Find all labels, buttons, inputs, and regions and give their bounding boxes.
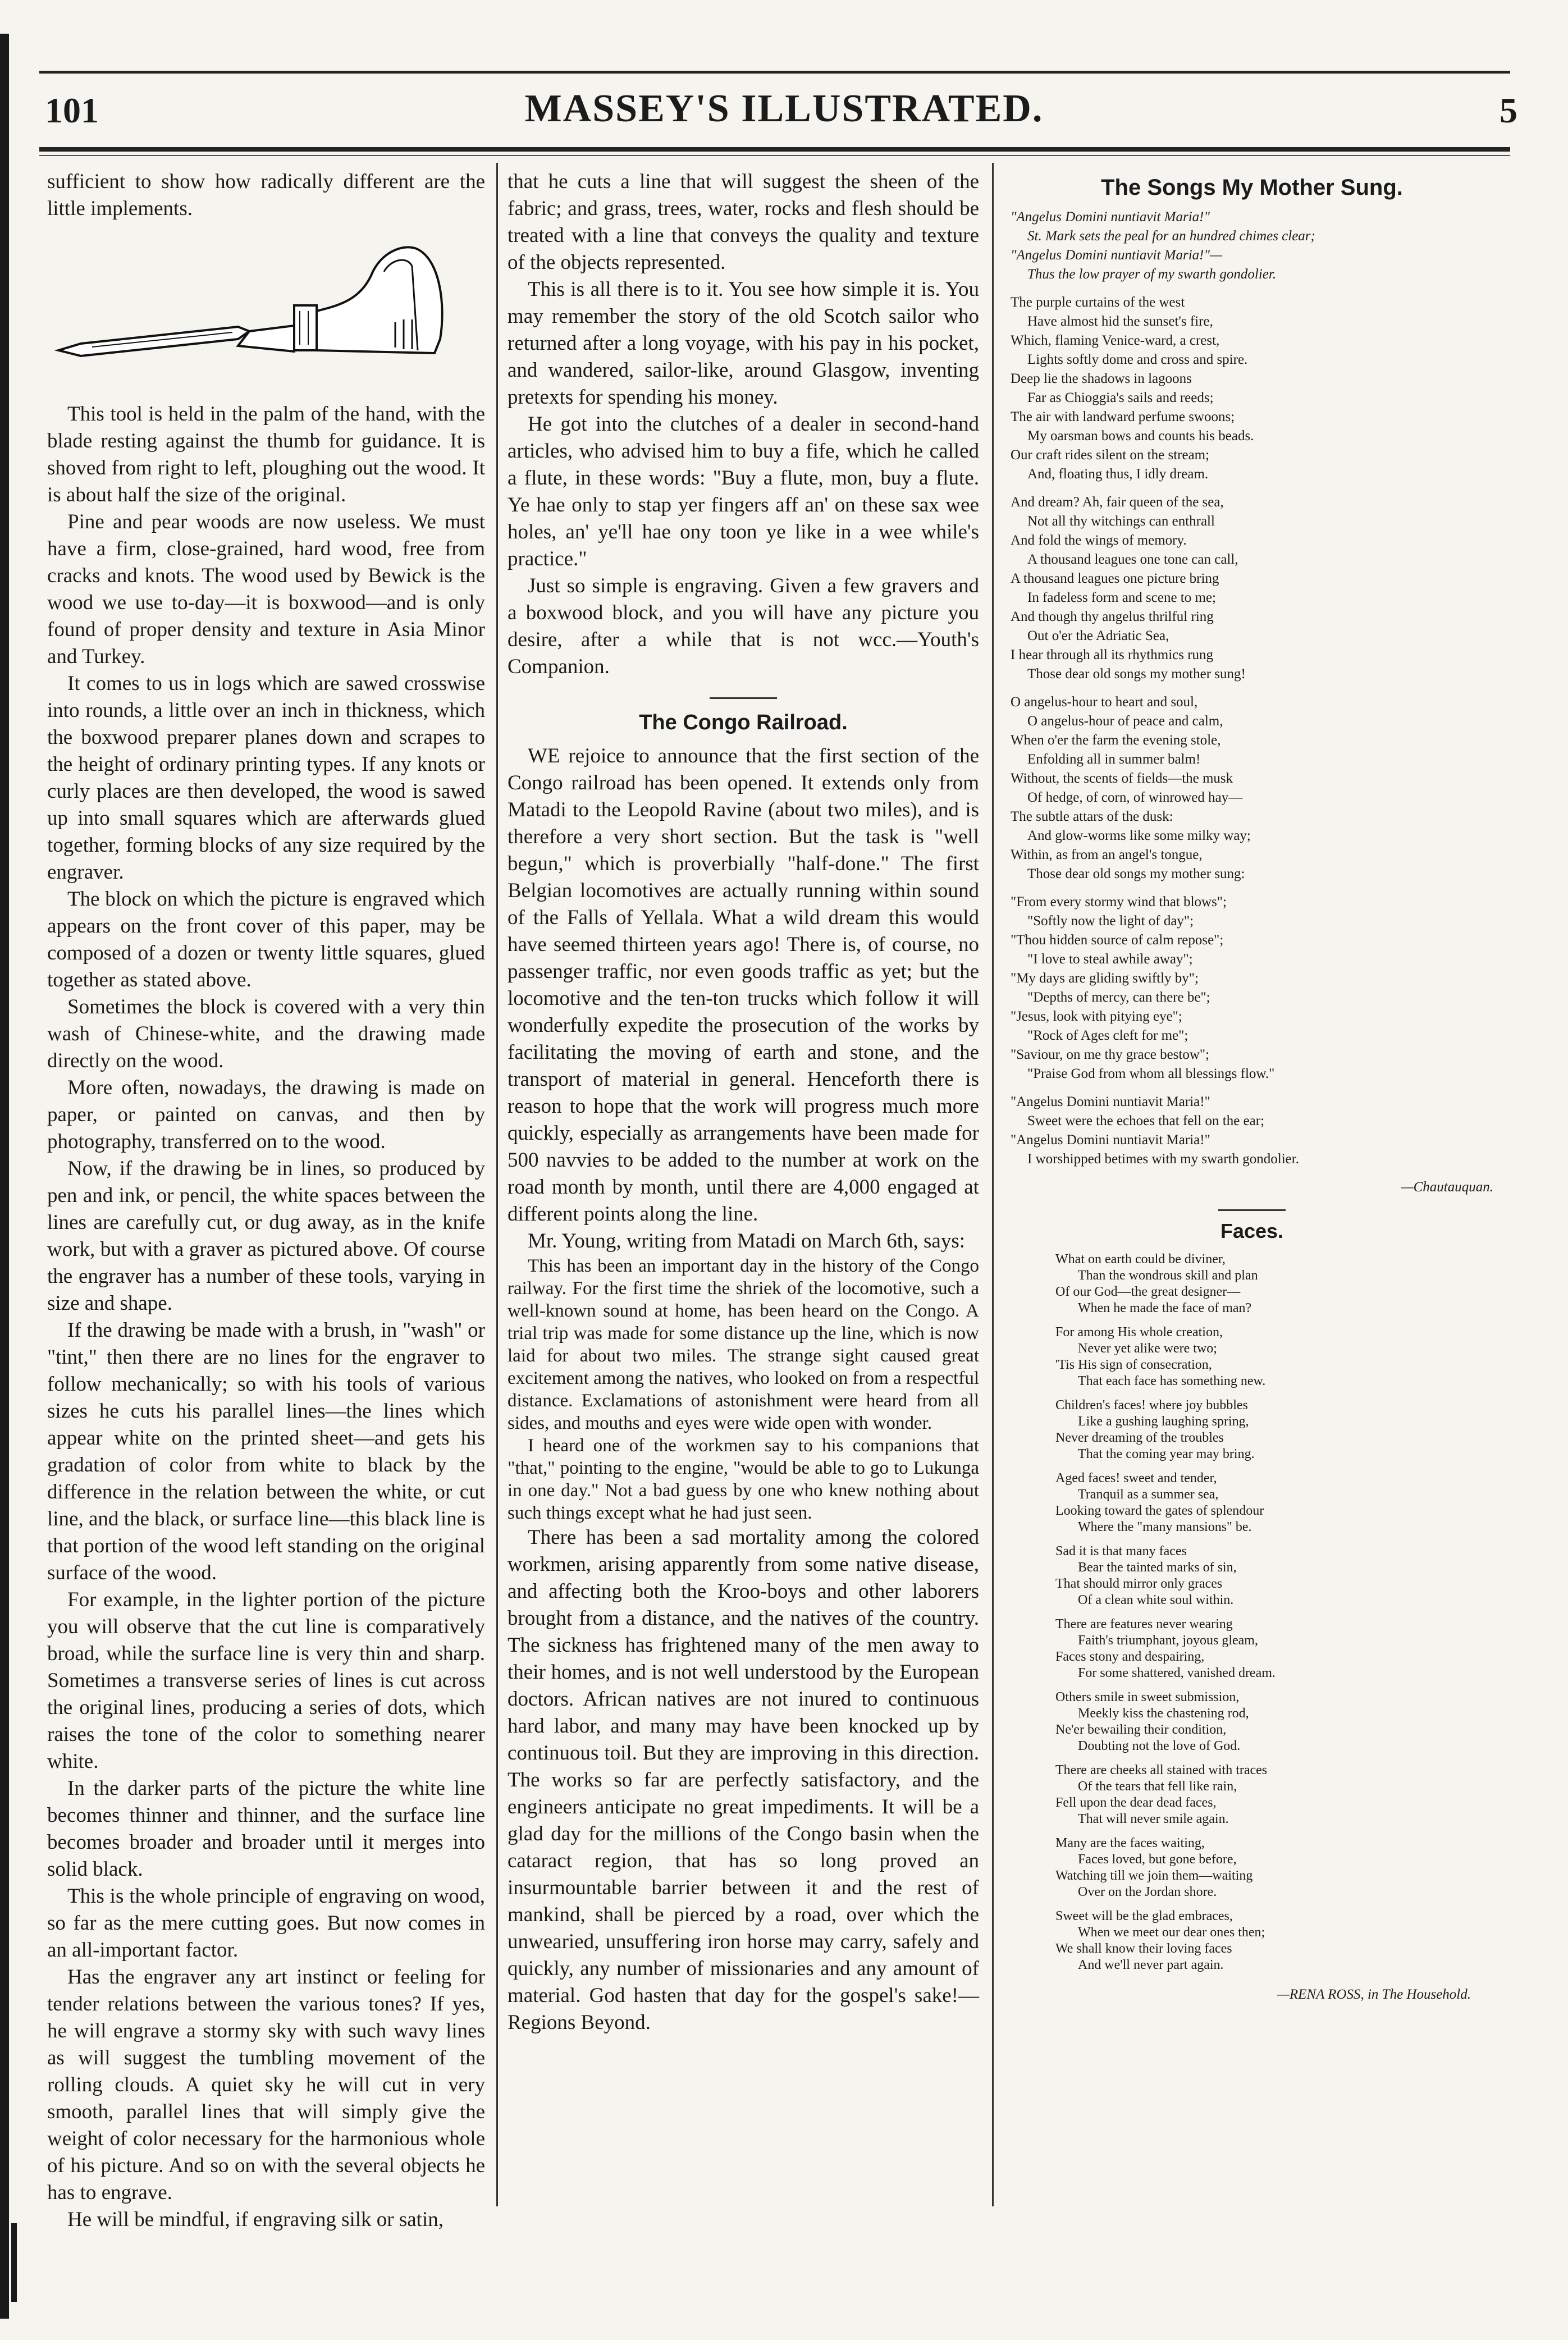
poem-line: And dream? Ah, fair queen of the sea,	[1011, 495, 1224, 510]
paragraph: He got into the clutches of a dealer in second-hand articles, who advised him to buy a fife, which he called a flute, in these words: "Buy a flute, mon, buy a flute. Ye hae only to stap yer fingers aff an' on these sax wee holes, an' ye'll hae ony toon ye like in a wee while's practice."	[508, 413, 979, 570]
songs-poem-title: The Songs My Mother Sung.	[1101, 175, 1403, 200]
poem-line: Those dear old songs my mother sung:	[1027, 866, 1245, 881]
poem-line: Of our God—the great designer—	[1055, 1285, 1241, 1299]
poem-line: Looking toward the gates of splendour	[1055, 1503, 1264, 1518]
poem-line: "Depths of mercy, can there be";	[1027, 990, 1210, 1005]
column-divider-2	[992, 163, 994, 2206]
poem-line: Children's faces! where joy bubbles	[1055, 1398, 1248, 1413]
poem-line: Sad it is that many faces	[1055, 1544, 1187, 1559]
header-rule-thin	[39, 155, 1510, 156]
poem-line: Bear the tainted marks of sin,	[1078, 1560, 1237, 1575]
poem-line: Not all thy witchings can enthrall	[1027, 514, 1215, 529]
poem-line: And glow-worms like some milky way;	[1027, 828, 1251, 843]
poem-line: There are features never wearing	[1055, 1617, 1233, 1631]
paragraph: It comes to us in logs which are sawed crosswise into rounds, a little over an inch in thickness, which the boxwood preparer planes down and scrapes to the height of ordinary printing types. If any knots or curly places are then developed, the wood is sawed up into small squares which are afterwards glued together, forming blocks of any size required by the engraver.	[47, 672, 485, 884]
songs-poem	[1011, 208, 1493, 1197]
poem-line: Never yet alike were two;	[1078, 1341, 1217, 1356]
poem-line: The subtle attars of the dusk:	[1011, 809, 1173, 824]
faces-poem-title: Faces.	[1220, 1219, 1284, 1242]
poem-line: In fadeless form and scene to me;	[1027, 590, 1216, 605]
poem-line: O angelus-hour to heart and soul,	[1011, 694, 1198, 710]
poem-line: A thousand leagues one picture bring	[1011, 571, 1219, 586]
paragraph: There has been a sad mortality among the colored workmen, arising apparently from some native disease, and affecting both the Kroo-boys and other laborers brought from a distance, and the natives of the country. The sickness has frightened many of the men away to their homes, and is not well understood by the European doctors. African natives are not inured to continuous hard labor, and many may have been knocked up by continuous toil. But they are improving in this direction. The works so far are perfectly satisfactory, and the engineers anticipate no great impediments. It will be a glad day for the millions of the Congo basin when the cataract region, that has so long proved an insurmountable barrier between it and the rest of mankind, shall be pierced by a road, over which the unwearied, unsuffering iron horse may carry, safely and quickly, any number of missionaries and any amount of material. God hasten that day for the gospel's sake!—Regions Beyond.	[508, 1526, 979, 2034]
poem-line: Than the wondrous skill and plan	[1078, 1268, 1258, 1283]
faces-poem	[1011, 1251, 1493, 1973]
poem-line: And, floating thus, I idly dream.	[1027, 467, 1209, 482]
binding-edge	[0, 34, 9, 2319]
poem-line: Doubting not the love of God.	[1078, 1739, 1241, 1753]
poem-line: Sweet were the echoes that fell on the ear;	[1027, 1113, 1265, 1128]
poem-line: For among His whole creation,	[1055, 1325, 1223, 1340]
poem-line: Like a gushing laughing spring,	[1078, 1414, 1249, 1429]
paragraph: He will be mindful, if engraving silk or satin,	[67, 2208, 444, 2231]
poem-line: Which, flaming Venice-ward, a crest,	[1011, 333, 1220, 348]
poem-line: Never dreaming of the troubles	[1055, 1430, 1224, 1445]
faces-attribution: —RENA ROSS, in The Household.	[1277, 1987, 1471, 2002]
poem-stanza	[1055, 1689, 1493, 1754]
poem-line: Others smile in sweet submission,	[1055, 1690, 1240, 1704]
poem-line: The purple curtains of the west	[1011, 295, 1185, 310]
poem-line: A thousand leagues one tone can call,	[1027, 552, 1238, 567]
paragraph: Pine and pear woods are now useless. We must have a firm, close-grained, hard wood, free from cracks and knots. The wood used by Bewick is the wood we use to-day—it is boxwood—and is only found of proper density and texture in Asia Minor and Turkey.	[47, 510, 485, 668]
poem-line: Many are the faces waiting,	[1055, 1836, 1205, 1850]
poem-line: Of hedge, of corn, of winrowed hay—	[1027, 790, 1243, 805]
poem-stanza	[1055, 1470, 1493, 1535]
section-divider	[1218, 1209, 1286, 1211]
quoted-paragraph: I heard one of the workmen say to his companions that "that," pointing to the engine, "would be able to go to Lukunga in one day." Not a bad guess by one who knew nothing about such things except what he had just seen.	[508, 1436, 979, 1523]
poem-stanza	[1055, 1397, 1493, 1462]
poem-line: Meekly kiss the chastening rod,	[1078, 1706, 1249, 1721]
poem-line: We shall know their loving faces	[1055, 1941, 1232, 1956]
paragraph: sufficient to show how radically different are the little implements.	[47, 170, 485, 220]
poem-line: Deep lie the shadows in lagoons	[1011, 371, 1192, 386]
poem-line: What on earth could be diviner,	[1055, 1252, 1226, 1267]
poem-line: And fold the wings of memory.	[1011, 533, 1187, 548]
poem-line: "Jesus, look with pitying eye";	[1011, 1009, 1182, 1024]
poem-line: "Saviour, on me thy grace bestow";	[1011, 1047, 1210, 1062]
poem-line: Faith's triumphant, joyous gleam,	[1078, 1633, 1258, 1648]
poem-line: I worshipped betimes with my swarth gondolier.	[1027, 1151, 1299, 1167]
poem-attribution: —Chautauquan.	[1401, 1180, 1493, 1195]
paragraph: WE rejoice to announce that the first section of the Congo railroad has been opened. It extends only from Matadi to the Leopold Ravine (about two miles), and is therefore a very short section. But the task is "well begun," which is proverbially "half-done." The first Belgian locomotives are actually running within sound of the Falls of Yellala. What a wild dream this would have seemed thirteen years ago! There is, of course, no passenger traffic, nor even goods traffic as yet; but the locomotive and the ten-ton trucks which follow it will wonderfully expedite the prosecution of the works by facilitating the moving of earth and stone, and the transport of material in general. Henceforth there is reason to hope that the work will progress much more quickly, especially as arrangements have been made for 500 navvies to be added to the number at work on the road month by month, until there are 4,000 engaged at different points along the line.	[508, 744, 979, 1226]
top-rule	[39, 71, 1510, 74]
poem-stanza	[1011, 493, 1493, 684]
poem-stanza	[1011, 293, 1493, 484]
paragraph: This is all there is to it. You see how simple it is. You may remember the story of the old Scotch sailor who returned after a long voyage, with his pay in his pocket, and wandered, sailor-like, around Glasgow, inventing pretexts for spending his money.	[508, 278, 979, 409]
header-rule	[39, 147, 1510, 152]
poem-line: Watching till we join them—waiting	[1055, 1868, 1253, 1883]
paragraph: In the darker parts of the picture the white line becomes thinner and thinner, and the surface line becomes broader and broader until it merges into solid black.	[47, 1777, 485, 1881]
paragraph: that he cuts a line that will suggest the sheen of the fabric; and grass, trees, water, rocks and flesh should be treated with a line that conveys the quality and texture of the objects represented.	[508, 170, 979, 274]
poem-line: "I love to steal awhile away";	[1027, 952, 1193, 967]
poem-line: Of a clean white soul within.	[1078, 1593, 1234, 1607]
poem-line: "Angelus Domini nuntiavit Maria!"	[1011, 1132, 1210, 1148]
column-divider-1	[496, 163, 498, 2206]
poem-stanza	[1055, 1835, 1493, 1900]
poem-line: Thus the low prayer of my swarth gondolier.	[1027, 267, 1277, 282]
section-divider	[710, 697, 777, 699]
poem-line: Within, as from an angel's tongue,	[1011, 847, 1203, 862]
paragraph: Sometimes the block is covered with a very thin wash of Chinese-white, and the drawing made directly on the wood.	[47, 995, 485, 1072]
poem-line: "Rock of Ages cleft for me";	[1027, 1028, 1188, 1043]
poem-stanza	[1011, 693, 1493, 884]
engraving-tool-illustration	[47, 227, 485, 395]
column-engraving-article	[47, 168, 485, 2233]
poem-line: When o'er the farm the evening stole,	[1011, 733, 1221, 748]
poem-line: That each face has something new.	[1078, 1374, 1266, 1388]
poem-line: Our craft rides silent on the stream;	[1011, 447, 1210, 463]
poem-line: Faces loved, but gone before,	[1078, 1852, 1237, 1867]
poem-line: "Angelus Domini nuntiavit Maria!"	[1011, 209, 1210, 225]
quoted-paragraph: This has been an important day in the history of the Congo railway. For the first time the shriek of the locomotive, such a well-known sound at home, has been heard on the Congo. A trial trip was made for some distance up the line, which is now laid for about two miles. The strange sight caused great excitement among the natives, who looked on from a respectful distance. Exclamations of astonishment were heard from all sides, and mouths and eyes were wide open with wonder.	[508, 1256, 979, 1433]
poem-line: Lights softly dome and cross and spire.	[1027, 352, 1248, 367]
paragraph: The block on which the picture is engraved which appears on the front cover of this paper, may be composed of a dozen or twenty little squares, glued together as stated above.	[47, 888, 485, 991]
poem-line: "My days are gliding swiftly by";	[1011, 971, 1199, 986]
poem-stanza	[1055, 1251, 1493, 1317]
masthead-title: MASSEY'S ILLUSTRATED.	[524, 87, 1044, 130]
poem-line: "Softly now the light of day";	[1027, 913, 1194, 929]
poem-line: "From every stormy wind that blows";	[1011, 894, 1227, 910]
poem-line: When he made the face of man?	[1078, 1301, 1252, 1315]
poem-line: St. Mark sets the peal for an hundred chimes clear;	[1027, 228, 1315, 244]
poem-line: Fell upon the dear dead faces,	[1055, 1795, 1217, 1810]
graver-tool-icon	[47, 227, 485, 395]
poem-stanza	[1055, 1908, 1493, 1973]
poem-line: When we meet our dear ones then;	[1078, 1925, 1265, 1940]
poem-line: 'Tis His sign of consecration,	[1055, 1358, 1212, 1372]
poem-stanza	[1055, 1762, 1493, 1827]
poem-line: Sweet will be the glad embraces,	[1055, 1909, 1233, 1923]
poem-line: And we'll never part again.	[1078, 1958, 1224, 1972]
paragraph: Now, if the drawing be in lines, so produced by pen and ink, or pencil, the white spaces between the lines are carefully cut, or dug away, as in the knife work, but with a graver as pictured above. Of course the engraver has a number of these tools, varying in size and shape.	[47, 1157, 485, 1315]
poem-stanza	[1055, 1616, 1493, 1681]
poem-line: And though thy angelus thrilful ring	[1011, 609, 1214, 624]
poem-line: Where the "many mansions" be.	[1078, 1520, 1252, 1534]
poem-line: O angelus-hour of peace and calm,	[1027, 714, 1223, 729]
poem-line: Ne'er bewailing their condition,	[1055, 1722, 1227, 1737]
poem-stanza	[1011, 208, 1493, 284]
poem-stanza	[1011, 1093, 1493, 1169]
header-issue-number: 101	[45, 90, 99, 130]
poem-line: Tranquil as a summer sea,	[1078, 1487, 1219, 1502]
poem-stanza	[1055, 1543, 1493, 1608]
binding-edge-mark	[11, 2223, 17, 2302]
poem-line: Over on the Jordan shore.	[1078, 1885, 1217, 1899]
paragraph: Mr. Young, writing from Matadi on March 6th, says:	[528, 1230, 966, 1253]
congo-railroad-title: The Congo Railroad.	[639, 711, 848, 734]
poem-stanza	[1011, 893, 1493, 1084]
poem-line: Of the tears that fell like rain,	[1078, 1779, 1237, 1794]
poem-line: Far as Chioggia's sails and reeds;	[1027, 390, 1214, 405]
paragraph: This tool is held in the palm of the hand, with the blade resting against the thumb for guidance. It is shoved from right to left, ploughing out the wood. It is about half the size of the original.	[47, 403, 485, 506]
paragraph: Just so simple is engraving. Given a few gravers and a boxwood block, and you will have any picture you desire, after a while that is not wcc.—Youth's Companion.	[508, 574, 979, 678]
paragraph: If the drawing be made with a brush, in "wash" or "tint," then there are no lines for the engraver to follow mechanically; so with his tools of various sizes he cuts his parallel lines—the lines which appear white on the printed sheet—and gets his gradation of color from white to black by the difference in the relation between the white, or cut line, and the black, or surface line—this black line is that portion of the wood left standing on the original surface of the wood.	[47, 1319, 485, 1584]
poem-line: "Angelus Domini nuntiavit Maria!"—	[1011, 248, 1223, 263]
poem-line: Faces stony and despairing,	[1055, 1649, 1205, 1664]
column-poems	[1011, 168, 1493, 2008]
poem-line: That will never smile again.	[1078, 1812, 1229, 1826]
poem-line: I hear through all its rhythmics rung	[1011, 647, 1214, 662]
poem-line: Out o'er the Adriatic Sea,	[1027, 628, 1169, 643]
poem-line: Those dear old songs my mother sung!	[1027, 666, 1246, 682]
poem-line: My oarsman bows and counts his beads.	[1027, 428, 1254, 444]
poem-line: That should mirror only graces	[1055, 1576, 1223, 1591]
paragraph: This is the whole principle of engraving on wood, so far as the mere cutting goes. But now comes in an all-important factor.	[47, 1885, 485, 1962]
poem-line: "Angelus Domini nuntiavit Maria!"	[1011, 1094, 1210, 1109]
poem-line: That the coming year may bring.	[1078, 1447, 1255, 1461]
header-page-number: 5	[1500, 90, 1517, 130]
column-congo-article	[508, 168, 979, 2036]
poem-line: "Praise God from whom all blessings flow."	[1027, 1066, 1275, 1081]
paragraph: Has the engraver any art instinct or feeling for tender relations between the various tones? If yes, he will engrave a stormy sky with such wavy lines as will suggest the tumbling movement of the rolling clouds. A quiet sky he will cut in very smooth, parallel lines that will simply give the weight of color necessary for the harmonious whole of his picture. And so on with the several objects he has to engrave.	[47, 1966, 485, 2204]
paragraph: For example, in the lighter portion of the picture you will observe that the cut line is comparatively broad, while the surface line is very thin and sharp. Sometimes a transverse series of lines is cut across the original lines, producing a series of dots, which raises the tone of the color to something nearer white.	[47, 1588, 485, 1773]
poem-line: Have almost hid the sunset's fire,	[1027, 314, 1213, 329]
poem-line: For some shattered, vanished dream.	[1078, 1666, 1276, 1680]
poem-line: "Thou hidden source of calm repose";	[1011, 933, 1224, 948]
poem-line: Aged faces! sweet and tender,	[1055, 1471, 1217, 1486]
poem-stanza	[1055, 1324, 1493, 1390]
poem-line: Without, the scents of fields—the musk	[1011, 771, 1233, 786]
paragraph: More often, nowadays, the drawing is made on paper, or painted on canvas, and then by photography, transferred on to the wood.	[47, 1076, 485, 1153]
poem-line: Enfolding all in summer balm!	[1027, 752, 1201, 767]
poem-line: There are cheeks all stained with traces	[1055, 1763, 1268, 1777]
poem-line: The air with landward perfume swoons;	[1011, 409, 1235, 424]
